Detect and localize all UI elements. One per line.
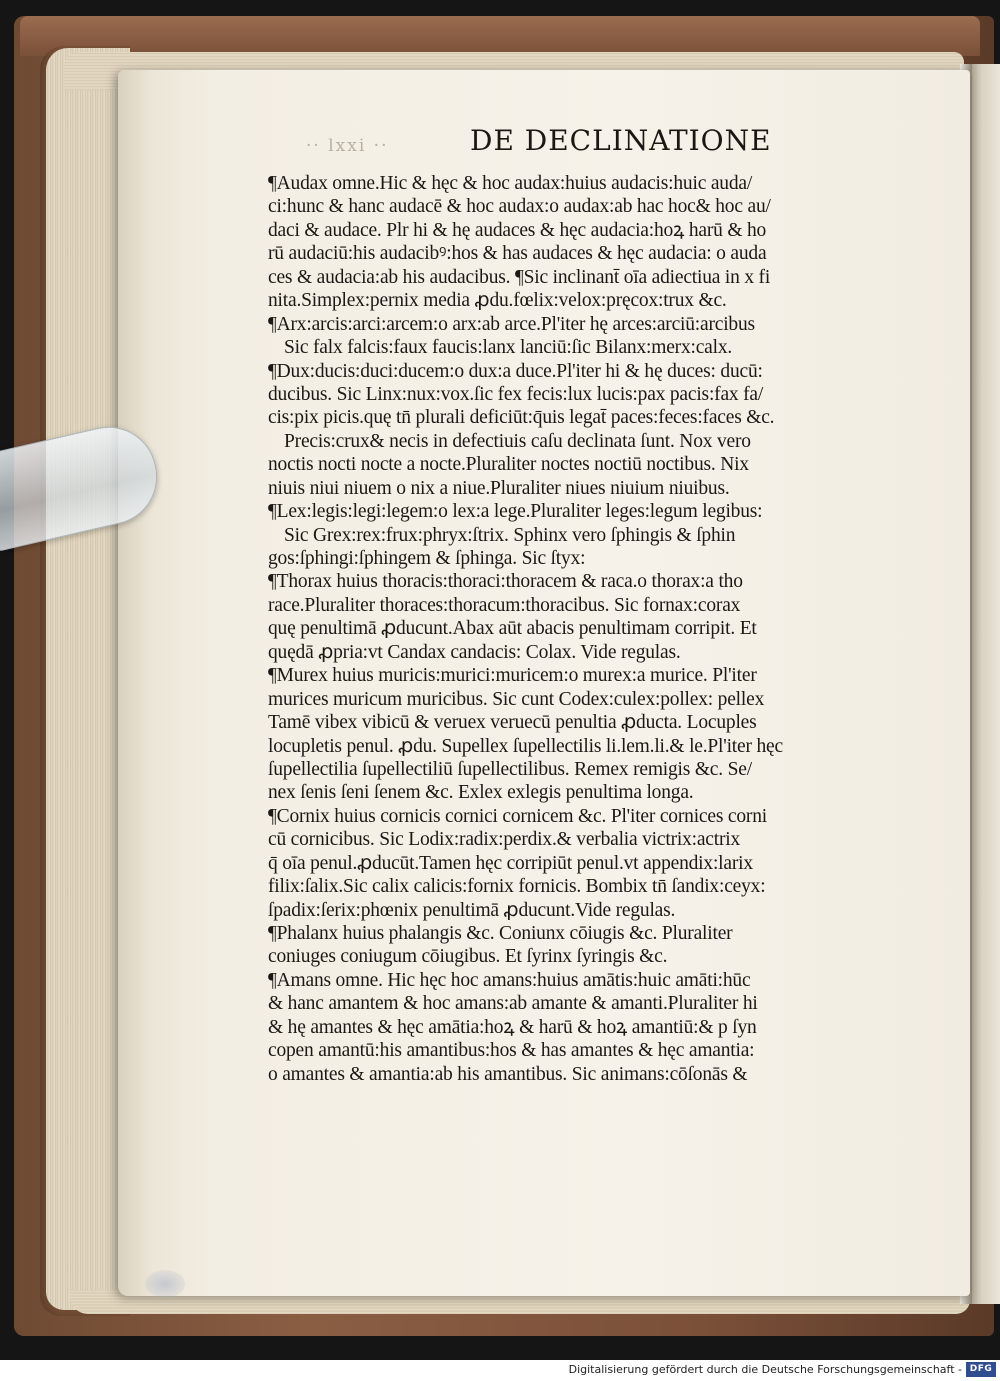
text-line: rū audaciū:his audacibꝰ:hos & has audaces & hęc audacia: o auda xyxy=(268,243,767,265)
text-line: ¶Cornix huius cornicis cornici cornicem &c. Pl'iter cornices corni xyxy=(268,805,767,827)
text-line: filix:ſalix.Sic calix calicis:fornix fornicis. Bombix tn̄ ſandix:ceyx: xyxy=(268,876,766,898)
text-line: & hanc amantem & hoc amans:ab amante & amanti.Pluraliter hi xyxy=(268,993,758,1015)
text-line: copen amantū:his amantibus:hos & has amantes & hęc amantia: xyxy=(268,1040,755,1062)
text-line: ¶Murex huius muricis:murici:muricem:o murex:a murice. Pl'iter xyxy=(268,665,757,687)
text-line: noctis nocti nocte a nocte.Pluraliter noctes noctiū noctibus. Nix xyxy=(268,454,749,476)
footer-credit: Digitalisierung gefördert durch die Deutsche Forschungsgemeinschaft - xyxy=(568,1363,962,1376)
text-line: nita.Simplex:pernix media ꝓdu.fœlix:velox:pręcox:trux &c. xyxy=(268,290,727,312)
text-line: Sic falx falcis:faux faucis:lanx lanciū:ſic Bilanx:merx:calx. xyxy=(284,337,733,359)
page-title: DE DECLINATIONE xyxy=(470,124,772,157)
text-line: o amantes & amantia:ab his amantibus. Sic animans:cōſonās & xyxy=(268,1063,748,1085)
text-line: gos:ſphingi:ſphingem & ſphinga. Sic ſtyx: xyxy=(268,548,586,569)
text-line: Tamē vibex vibicū & veruex veruecū penultia ꝓducta. Locuples xyxy=(268,712,757,734)
text-line: quędā ꝓpria:vt Candax candacis: Colax. Vide regulas. xyxy=(268,641,681,663)
text-line: Precis:crux& necis in defectiuis caſu declinata ſunt. Nox vero xyxy=(284,430,751,452)
text-line: ¶Amans omne. Hic hęc hoc amans:huius amātis:huic amāti:hūc xyxy=(268,969,751,991)
text-line: daci & audace. Plr hi & hę audaces & hęc audacia:hoꝝ harū & ho xyxy=(268,219,767,241)
text-line: ¶Dux:ducis:duci:ducem:o dux:a duce.Pl'iter hi & hę duces: ducū: xyxy=(268,360,763,382)
text-line: cū cornicibus. Sic Lodix:radix:perdix.& verbalia victrix:actrix xyxy=(268,829,741,851)
text-line: ducibus. Sic Linx:nux:vox.ſic fex fecis:lux lucis:pax pacis:fax fa/ xyxy=(268,383,764,405)
binding-top xyxy=(20,16,980,56)
text-line: ¶Phalanx huius phalangis &c. Coniunx cōiugis &c. Pluraliter xyxy=(268,923,733,944)
text-line: cis:pix picis.quę tn̄ plurali deficiūt:q̄uis legat̄ paces:feces:faces &c. xyxy=(268,407,775,429)
facing-page xyxy=(968,64,1000,1304)
text-line: ces & audacia:ab his audacibus. ¶Sic inclinant̄ oīa adiectiua in x fi xyxy=(268,266,771,288)
text-line: Sic Grex:rex:frux:phryx:ſtrix. Sphinx vero ſphingis & ſphin xyxy=(284,524,736,546)
text-line: ſpadix:ſerix:phœnix penultimā ꝓducunt.Vide regulas. xyxy=(268,899,676,921)
text-line: race.Pluraliter thoraces:thoracum:thoracibus. Sic fornax:corax xyxy=(268,594,741,616)
text-line: ¶Arx:arcis:arci:arcem:o arx:ab arce.Pl'iter hę arces:arciū:arcibus xyxy=(268,313,755,335)
text-line: niuis niui niuem o nix a niue.Pluraliter niues niuium niuibus. xyxy=(268,477,730,499)
text-line: ¶Lex:legis:legi:legem:o lex:a lege.Pluraliter leges:legum legibus: xyxy=(268,501,763,523)
text-block xyxy=(268,172,918,1086)
text-line: q̄ oīa penul.ꝓducūt.Tamen hęc corripiūt penul.vt appendix:larix xyxy=(268,852,753,874)
text-line: & hę amantes & hęc amātia:hoꝝ & harū & hoꝝ amantiū:& p ſyn xyxy=(268,1016,757,1038)
footer-bar xyxy=(0,1360,1000,1381)
text-line: quę penultimā ꝓducunt.Abax aūt abacis penultimam corripit. Et xyxy=(268,618,757,640)
text-line: ſupellectilia ſupellectiliū ſupellectilibus. Remex remigis &c. Se/ xyxy=(268,758,752,780)
text-line: locupletis penul. ꝓdu. Supellex ſupellectilis li.lem.li.& le.Pl'iter hęc xyxy=(268,735,783,757)
text-line: ¶Audax omne.Hic & hęc & hoc audax:huius audacis:huic auda/ xyxy=(268,173,753,194)
text-line: coniuges coniugum cōiugibus. Et ſyrinx ſyringis &c. xyxy=(268,946,668,968)
folio-mark: ·· lxxi ·· xyxy=(306,136,389,156)
text-line: ci:hunc & hanc audacē & hoc audax:o audax:ab hac hoc& hoc au/ xyxy=(268,196,771,218)
page-stain xyxy=(145,1270,185,1298)
text-line: murices muricum muricibus. Sic cunt Codex:culex:pollex: pellex xyxy=(268,688,765,710)
text-line: ¶Thorax huius thoracis:thoraci:thoracem & raca.o thorax:a tho xyxy=(268,571,743,593)
dfg-logo: DFG xyxy=(966,1362,996,1377)
text-line: nex ſenis ſeni ſenem &c. Exlex exlegis penultima longa. xyxy=(268,782,694,804)
